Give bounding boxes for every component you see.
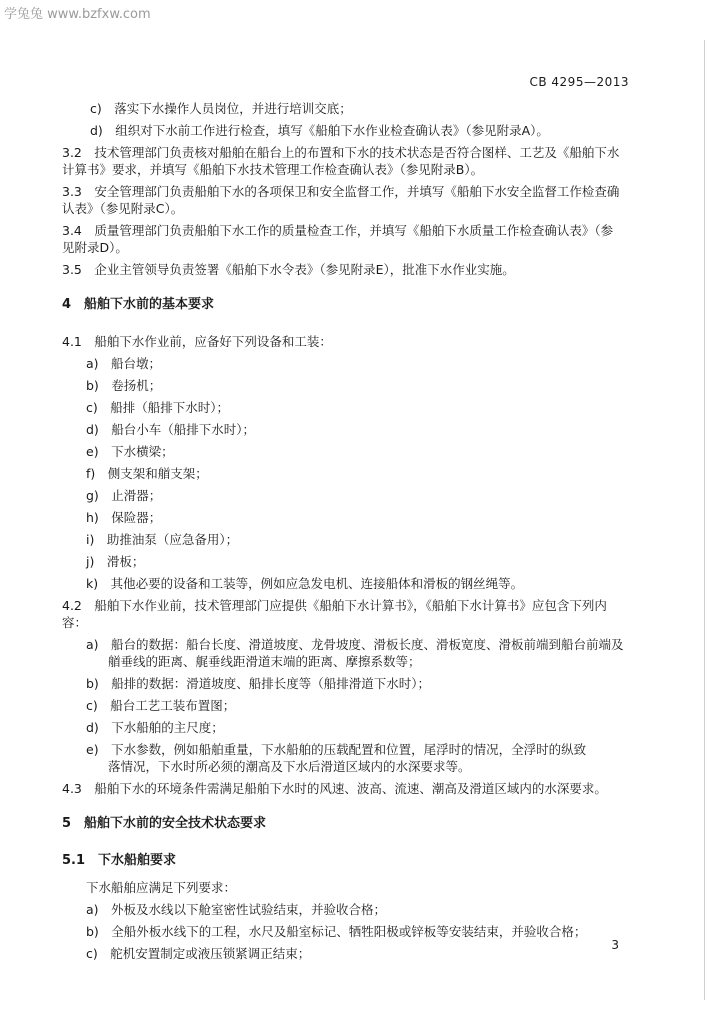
text-line: a) 外板及水线以下舱室密性试验结束，并验收合格； — [86, 902, 387, 917]
text-line: k) 其他必要的设备和工装等，例如应急发电机、连接船体和滑板的钢丝绳等。 — [86, 576, 524, 591]
text-line: 见附录D）。 — [62, 240, 128, 255]
document-code: CB 4295—2013 — [529, 75, 629, 89]
text-line: e) 下水参数，例如船舶重量，下水船舶的压载配置和位置，尾浮时的情况，全浮时的纵致 — [86, 742, 587, 757]
text-line: 下水船舶应满足下列要求： — [86, 880, 237, 895]
text-line: 3.3 安全管理部门负责船舶下水的各项保卫和安全监督工作，并填写《船舶下水安全监督工作检查确 — [62, 184, 620, 199]
text-line: c) 舵机安置制定或液压锁紧调正结束； — [86, 946, 311, 961]
text-line: j) 滑板； — [86, 554, 145, 569]
text-line: 容： — [62, 615, 88, 630]
text-line: a) 船台的数据：船台长度、滑道坡度、龙骨坡度、滑板长度、滑板宽度、滑板前端到船台前端及 — [86, 637, 624, 652]
text-line: 认表》（参见附录C）。 — [62, 201, 184, 216]
scan-edge-line — [704, 40, 705, 1000]
text-line: b) 全船外板水线下的工程，水尺及船室标记、牺牲阳极或锌板等安装结束，并验收合格； — [86, 924, 587, 939]
section-heading: 5.1 下水船舶要求 — [62, 853, 177, 868]
text-line: d) 组织对下水前工作进行检查，填写《船舶下水作业检查确认表》（参见附录A）。 — [90, 123, 549, 138]
text-line: 4.3 船舶下水的环境条件需满足船舶下水时的风速、波高、流速、潮高及滑道区域内的水深要求。 — [62, 781, 607, 796]
page-number: 3 — [611, 938, 619, 952]
text-line: e) 下水横梁； — [86, 444, 174, 459]
section-heading: 4 船舶下水前的基本要求 — [62, 297, 215, 312]
text-line: 4.2 船舶下水作业前，技术管理部门应提供《船舶下水计算书》，《船舶下水计算书》应包含下列内 — [62, 598, 607, 613]
text-line: 艏垂线的距离、艉垂线距滑道末端的距离、摩擦系数等； — [108, 654, 421, 669]
text-line: c) 船排（船排下水时）； — [86, 400, 229, 415]
text-line: 3.4 质量管理部门负责船舶下水工作的质量检查工作，并填写《船舶下水质量工作检查确认表》（参 — [62, 223, 614, 238]
text-line: f) 侧支架和艏支架； — [86, 466, 208, 481]
text-line: c) 落实下水操作人员岗位，并进行培训交底； — [90, 101, 352, 116]
text-line: 4.1 船舶下水作业前，应备好下列设备和工装： — [62, 334, 332, 349]
text-line: 3.2 技术管理部门负责核对船舶在船台上的布置和下水的技术状态是否符合图样、工艺及《船舶下水 — [62, 145, 620, 160]
text-line: b) 卷扬机； — [86, 378, 162, 393]
watermark: 学兔兔 www.bzfxw.com — [4, 7, 151, 22]
text-line: a) 船台墩； — [86, 356, 162, 371]
text-line: i) 助推油泵（应急备用）； — [86, 532, 239, 547]
text-line: h) 保险器； — [86, 510, 162, 525]
text-line: d) 船台小车（船排下水时）； — [86, 422, 256, 437]
text-line: 计算书》要求，并填写《船舶下水技术管理工作检查确认表》（参见附录B）。 — [62, 162, 484, 177]
section-heading: 5 船舶下水前的安全技术状态要求 — [62, 816, 267, 831]
text-line: 3.5 企业主管领导负责签署《船舶下水令表》（参见附录E），批准下水作业实施。 — [62, 262, 515, 277]
text-line: g) 止滑器； — [86, 488, 162, 503]
text-line: d) 下水船舶的主尺度； — [86, 720, 224, 735]
text-line: 落情况，下水时所必须的潮高及下水后滑道区域内的水深要求等。 — [108, 759, 471, 774]
text-line: c) 船台工艺工装布置图； — [86, 698, 236, 713]
text-line: b) 船排的数据：滑道坡度、船排长度等（船排滑道下水时）； — [86, 676, 431, 691]
